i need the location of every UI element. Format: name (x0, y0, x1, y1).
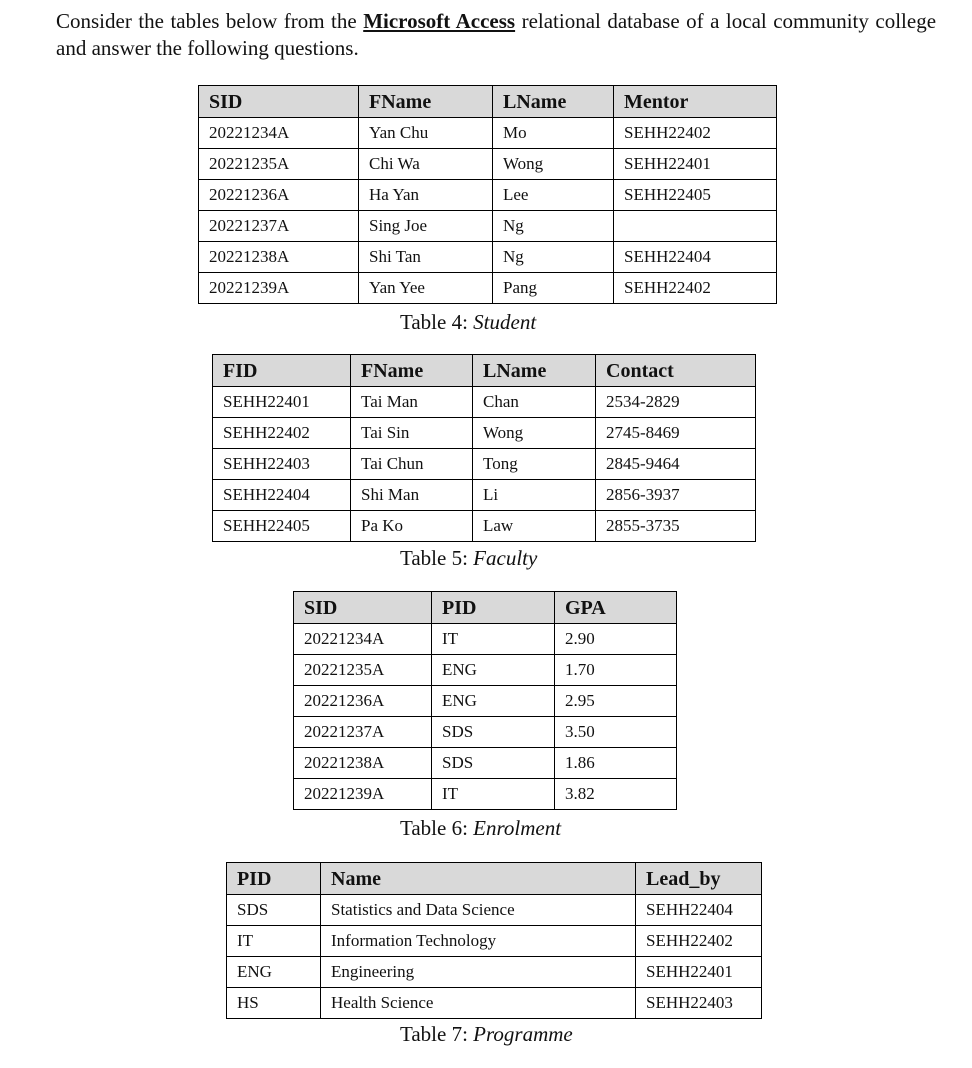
intro-text-after: relational database of a local community college and answer the following questions. (56, 9, 937, 60)
header-row (294, 592, 677, 624)
table-cell: 20221236A (199, 180, 359, 211)
column-header: LName (493, 86, 614, 118)
table-cell: 20221234A (294, 624, 432, 655)
table-cell: Information Technology (321, 926, 636, 957)
table-row (227, 988, 762, 1019)
student-table (198, 85, 777, 304)
table-cell: SEHH22402 (614, 273, 777, 304)
table-row (199, 273, 777, 304)
table-cell: Ng (493, 211, 614, 242)
table-cell: Yan Yee (359, 273, 493, 304)
table-row (199, 118, 777, 149)
table-cell: 1.86 (555, 748, 677, 779)
table-cell: Tong (473, 449, 596, 480)
table-cell: 20221235A (199, 149, 359, 180)
table-cell: ENG (227, 957, 321, 988)
table-cell: SEHH22401 (636, 957, 762, 988)
table-cell: 20221239A (294, 779, 432, 810)
table-cell: Engineering (321, 957, 636, 988)
table-row (227, 926, 762, 957)
table-cell: ENG (432, 686, 555, 717)
enrolment-table-caption (400, 815, 561, 841)
table-cell: 3.82 (555, 779, 677, 810)
table-row (227, 895, 762, 926)
table-cell: 2855-3735 (596, 511, 756, 542)
table-cell: Ng (493, 242, 614, 273)
table-cell: Tai Man (351, 387, 473, 418)
column-header: SID (199, 86, 359, 118)
table-row (213, 418, 756, 449)
table-cell: Health Science (321, 988, 636, 1019)
column-header: PID (227, 863, 321, 895)
table-cell: 20221239A (199, 273, 359, 304)
caption-label: Table 5: (400, 546, 468, 570)
student-table-caption (400, 309, 536, 335)
table-cell: SDS (227, 895, 321, 926)
table-cell: Pang (493, 273, 614, 304)
brand-name: Microsoft Access (363, 9, 516, 33)
table-cell: ENG (432, 655, 555, 686)
table-cell: SEHH22404 (636, 895, 762, 926)
column-header: Lead_by (636, 863, 762, 895)
table-cell: SEHH22403 (213, 449, 351, 480)
table-cell: SEHH22404 (213, 480, 351, 511)
table-cell: 2856-3937 (596, 480, 756, 511)
table-cell: Lee (493, 180, 614, 211)
table-cell: IT (432, 624, 555, 655)
table-cell (614, 211, 777, 242)
table-row (294, 717, 677, 748)
table-cell: 20221238A (199, 242, 359, 273)
table-row (294, 655, 677, 686)
column-header: PID (432, 592, 555, 624)
table-cell: Shi Tan (359, 242, 493, 273)
instructions-paragraph (56, 8, 936, 62)
table-row (213, 449, 756, 480)
table-cell: 2845-9464 (596, 449, 756, 480)
table-cell: SEHH22402 (636, 926, 762, 957)
table-row (294, 779, 677, 810)
table-cell: SEHH22402 (614, 118, 777, 149)
table-cell: 20221238A (294, 748, 432, 779)
table-cell: SEHH22402 (213, 418, 351, 449)
table-cell: Sing Joe (359, 211, 493, 242)
table-cell: SEHH22401 (213, 387, 351, 418)
table-cell: 3.50 (555, 717, 677, 748)
table-row (294, 748, 677, 779)
table-cell: SEHH22404 (614, 242, 777, 273)
column-header: SID (294, 592, 432, 624)
table-cell: 2745-8469 (596, 418, 756, 449)
table-cell: SDS (432, 717, 555, 748)
table-cell: IT (227, 926, 321, 957)
enrolment-table (293, 591, 677, 810)
table-cell: 2534-2829 (596, 387, 756, 418)
table-cell: 20221237A (199, 211, 359, 242)
caption-label: Table 6: (400, 816, 468, 840)
table-cell: Ha Yan (359, 180, 493, 211)
table-cell: SEHH22405 (614, 180, 777, 211)
table-cell: SEHH22401 (614, 149, 777, 180)
table-cell: Tai Sin (351, 418, 473, 449)
table-row (294, 686, 677, 717)
table-cell: IT (432, 779, 555, 810)
table-row (213, 511, 756, 542)
caption-name: Faculty (473, 546, 538, 570)
table-cell: 20221234A (199, 118, 359, 149)
faculty-table (212, 354, 756, 542)
faculty-table-caption (400, 545, 537, 571)
column-header: Name (321, 863, 636, 895)
table-row (213, 387, 756, 418)
column-header: FName (359, 86, 493, 118)
caption-label: Table 4: (400, 310, 468, 334)
table-cell: 2.95 (555, 686, 677, 717)
table-cell: Shi Man (351, 480, 473, 511)
table-cell: 20221236A (294, 686, 432, 717)
table-cell: Wong (493, 149, 614, 180)
table-row (199, 242, 777, 273)
table-cell: Mo (493, 118, 614, 149)
table-cell: 2.90 (555, 624, 677, 655)
column-header: Contact (596, 355, 756, 387)
table-row (227, 957, 762, 988)
table-cell: Statistics and Data Science (321, 895, 636, 926)
header-row (227, 863, 762, 895)
table-row (294, 624, 677, 655)
header-row (199, 86, 777, 118)
table-row (199, 211, 777, 242)
caption-name: Programme (473, 1022, 573, 1046)
column-header: FName (351, 355, 473, 387)
table-row (213, 480, 756, 511)
table-cell: SEHH22405 (213, 511, 351, 542)
table-cell: Tai Chun (351, 449, 473, 480)
table-cell: Wong (473, 418, 596, 449)
table-cell: Chi Wa (359, 149, 493, 180)
table-cell: HS (227, 988, 321, 1019)
header-row (213, 355, 756, 387)
table-cell: Li (473, 480, 596, 511)
intro-text-before: Consider the tables below from the (56, 9, 364, 33)
caption-name: Enrolment (473, 816, 562, 840)
table-cell: Yan Chu (359, 118, 493, 149)
programme-table-caption (400, 1021, 573, 1047)
column-header: GPA (555, 592, 677, 624)
table-cell: 20221237A (294, 717, 432, 748)
caption-label: Table 7: (400, 1022, 468, 1046)
table-cell: 1.70 (555, 655, 677, 686)
column-header: Mentor (614, 86, 777, 118)
programme-table (226, 862, 762, 1019)
table-cell: Pa Ko (351, 511, 473, 542)
caption-name: Student (473, 310, 537, 334)
table-cell: SEHH22403 (636, 988, 762, 1019)
table-row (199, 180, 777, 211)
table-cell: Chan (473, 387, 596, 418)
table-cell: SDS (432, 748, 555, 779)
column-header: LName (473, 355, 596, 387)
column-header: FID (213, 355, 351, 387)
table-row (199, 149, 777, 180)
table-cell: Law (473, 511, 596, 542)
table-cell: 20221235A (294, 655, 432, 686)
